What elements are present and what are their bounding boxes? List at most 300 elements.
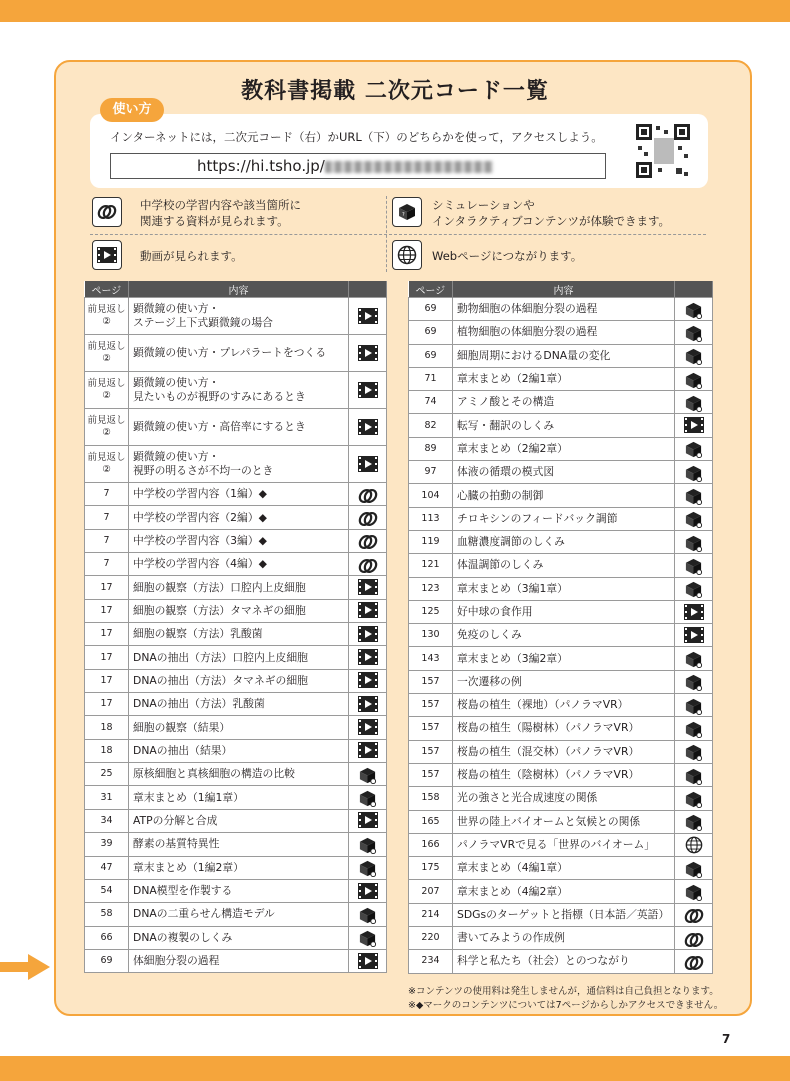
row-content: DNAの抽出（方法）口腔内上皮細胞 bbox=[129, 646, 349, 669]
row-content: 中学校の学習内容（3編）◆ bbox=[129, 529, 349, 552]
howto-text: インターネットには，二次元コード（右）かURL（下）のどちらかを使って，アクセスしよう。 bbox=[110, 130, 603, 144]
row-icon-cell[interactable] bbox=[349, 506, 387, 529]
row-icon-cell[interactable] bbox=[675, 484, 713, 507]
simulation-cube-icon bbox=[358, 929, 378, 946]
row-content: DNAの複製のしくみ bbox=[129, 926, 349, 949]
table-row[interactable] bbox=[85, 739, 387, 762]
row-content: 光の強さと光合成速度の関係 bbox=[453, 787, 675, 810]
simulation-cube-icon bbox=[684, 347, 704, 364]
table-row[interactable] bbox=[409, 694, 713, 717]
row-content: DNAの抽出（方法）乳酸菌 bbox=[129, 693, 349, 716]
row-content: 世界の陸上バイオームと気候との関係 bbox=[453, 810, 675, 833]
row-page: 7 bbox=[85, 483, 129, 506]
row-content: 細胞の観察（方法）タマネギの細胞 bbox=[129, 599, 349, 622]
row-content: 免疫のしくみ bbox=[453, 624, 675, 647]
row-content: 科学と私たち（社会）とのつながり bbox=[453, 950, 675, 973]
table-row[interactable] bbox=[409, 810, 713, 833]
row-content: SDGsのターゲットと指標（日本語／英語） bbox=[453, 903, 675, 926]
row-content: 一次遷移の例 bbox=[453, 670, 675, 693]
simulation-cube-icon bbox=[684, 720, 704, 737]
row-content: 植物細胞の体細胞分裂の過程 bbox=[453, 321, 675, 344]
table-row[interactable] bbox=[409, 600, 713, 623]
row-content: パノラマVRで見る「世界のバイオーム」 bbox=[453, 833, 675, 856]
row-content: 中学校の学習内容（4編）◆ bbox=[129, 553, 349, 576]
legend-sim-line1: シミュレーションや bbox=[432, 198, 535, 212]
row-page: 69 bbox=[409, 298, 453, 321]
simulation-cube-icon bbox=[684, 767, 704, 784]
row-content: 転写・翻訳のしくみ bbox=[453, 414, 675, 437]
row-page: 7 bbox=[85, 506, 129, 529]
header-page: ページ bbox=[85, 281, 129, 298]
row-icon-cell[interactable] bbox=[675, 694, 713, 717]
simulation-cube-icon bbox=[684, 860, 704, 877]
table-row[interactable] bbox=[409, 344, 713, 367]
row-page: 25 bbox=[85, 763, 129, 786]
row-icon-cell[interactable] bbox=[349, 879, 387, 902]
row-page: 119 bbox=[409, 530, 453, 553]
simulation-cube-icon bbox=[684, 883, 704, 900]
row-icon-cell[interactable] bbox=[349, 599, 387, 622]
video-icon bbox=[358, 719, 378, 736]
table-row[interactable] bbox=[409, 554, 713, 577]
table-row[interactable] bbox=[85, 833, 387, 856]
qr-code-icon[interactable] bbox=[636, 124, 690, 178]
row-page: 17 bbox=[85, 623, 129, 646]
row-icon-cell[interactable] bbox=[675, 857, 713, 880]
row-icon-cell[interactable] bbox=[675, 577, 713, 600]
simulation-cube-icon bbox=[358, 836, 378, 853]
row-page: 157 bbox=[409, 694, 453, 717]
row-page: 71 bbox=[409, 367, 453, 390]
row-icon-cell[interactable] bbox=[675, 437, 713, 460]
table-row[interactable] bbox=[409, 740, 713, 763]
row-page: 18 bbox=[85, 716, 129, 739]
simulation-cube-icon bbox=[358, 906, 378, 923]
row-content: 細胞の観察（方法）乳酸菌 bbox=[129, 623, 349, 646]
simulation-cube-icon bbox=[684, 487, 704, 504]
table-row[interactable] bbox=[409, 670, 713, 693]
video-icon bbox=[358, 742, 378, 759]
row-page: 104 bbox=[409, 484, 453, 507]
row-content: 体液の循環の模式図 bbox=[453, 461, 675, 484]
table-row[interactable] bbox=[85, 335, 387, 372]
row-content: DNAの二重らせん構造モデル bbox=[129, 903, 349, 926]
row-icon-cell[interactable] bbox=[675, 810, 713, 833]
row-page: 165 bbox=[409, 810, 453, 833]
row-icon-cell[interactable] bbox=[675, 507, 713, 530]
simulation-cube-icon bbox=[684, 557, 704, 574]
legend-material-line2: 関連する資料が見られます。 bbox=[140, 214, 289, 228]
row-icon-cell[interactable] bbox=[675, 367, 713, 390]
row-content: 章末まとめ（3編2章） bbox=[453, 647, 675, 670]
row-page: 158 bbox=[409, 787, 453, 810]
arrow-right-icon bbox=[0, 954, 50, 980]
table-row[interactable] bbox=[85, 693, 387, 716]
table-row[interactable] bbox=[409, 461, 713, 484]
table-row[interactable] bbox=[409, 880, 713, 903]
top-color-bar bbox=[0, 0, 790, 22]
row-icon-cell[interactable] bbox=[675, 880, 713, 903]
footnote-2: ※◆マークのコンテンツについては7ページからしかアクセスできません。 bbox=[408, 1000, 724, 1011]
video-icon bbox=[358, 812, 378, 829]
table-row[interactable] bbox=[85, 949, 387, 972]
table-row[interactable] bbox=[85, 763, 387, 786]
table-row[interactable] bbox=[409, 577, 713, 600]
row-page: 31 bbox=[85, 786, 129, 809]
row-icon-cell[interactable] bbox=[675, 670, 713, 693]
url-field[interactable] bbox=[110, 153, 606, 179]
legend-material-line1: 中学校の学習内容や該当箇所に bbox=[140, 198, 301, 212]
table-row[interactable] bbox=[85, 372, 387, 409]
video-icon bbox=[358, 649, 378, 666]
row-content: 桜島の植生（裸地）（パノラマVR） bbox=[453, 694, 675, 717]
video-icon bbox=[358, 672, 378, 689]
video-icon bbox=[358, 456, 378, 473]
header-content: 内容 bbox=[129, 281, 349, 298]
row-icon-cell[interactable] bbox=[349, 786, 387, 809]
row-page: 17 bbox=[85, 669, 129, 692]
simulation-cube-icon bbox=[358, 859, 378, 876]
row-page: 17 bbox=[85, 576, 129, 599]
simulation-cube-icon bbox=[684, 301, 704, 318]
link-icon bbox=[358, 532, 378, 549]
row-icon-cell[interactable] bbox=[349, 576, 387, 599]
row-page: 143 bbox=[409, 647, 453, 670]
video-icon bbox=[358, 626, 378, 643]
row-page: 175 bbox=[409, 857, 453, 880]
table-row[interactable] bbox=[409, 391, 713, 414]
table-row[interactable] bbox=[409, 530, 713, 553]
qr-list-table-right bbox=[408, 281, 713, 974]
row-icon-cell[interactable] bbox=[349, 809, 387, 832]
row-icon-cell[interactable] bbox=[349, 669, 387, 692]
row-page: 58 bbox=[85, 903, 129, 926]
globe-icon bbox=[684, 836, 704, 853]
bottom-color-bar bbox=[0, 1056, 790, 1081]
row-page: 82 bbox=[409, 414, 453, 437]
table-row[interactable] bbox=[409, 717, 713, 740]
table-row[interactable] bbox=[85, 623, 387, 646]
video-icon bbox=[358, 696, 378, 713]
row-page: 前見返し ② bbox=[85, 335, 129, 372]
row-content: 体細胞分裂の過程 bbox=[129, 949, 349, 972]
row-icon-cell[interactable] bbox=[675, 624, 713, 647]
row-content: 血糖濃度調節のしくみ bbox=[453, 530, 675, 553]
link-icon bbox=[684, 930, 704, 947]
table-row[interactable] bbox=[85, 298, 387, 335]
table-row[interactable] bbox=[85, 646, 387, 669]
video-icon bbox=[358, 883, 378, 900]
row-page: 125 bbox=[409, 600, 453, 623]
row-page: 207 bbox=[409, 880, 453, 903]
row-icon-cell[interactable] bbox=[349, 335, 387, 372]
legend-divider-horizontal bbox=[90, 234, 706, 235]
simulation-cube-icon bbox=[392, 197, 422, 227]
row-content: 顕微鏡の使い方・ 見たいものが視野のすみにあるとき bbox=[129, 372, 349, 409]
row-icon-cell[interactable] bbox=[675, 740, 713, 763]
row-page: 18 bbox=[85, 739, 129, 762]
row-content: 章末まとめ（3編1章） bbox=[453, 577, 675, 600]
row-page: 69 bbox=[85, 949, 129, 972]
simulation-cube-icon bbox=[358, 766, 378, 783]
link-icon bbox=[358, 509, 378, 526]
row-content: 書いてみようの作成例 bbox=[453, 927, 675, 950]
row-page: 34 bbox=[85, 809, 129, 832]
row-icon-cell[interactable] bbox=[675, 530, 713, 553]
row-icon-cell[interactable] bbox=[675, 763, 713, 786]
url-path-blurred bbox=[325, 161, 493, 173]
table-row[interactable] bbox=[409, 414, 713, 437]
video-icon bbox=[358, 419, 378, 436]
header-icon bbox=[349, 281, 387, 298]
video-icon bbox=[358, 953, 378, 970]
row-content: 体温調節のしくみ bbox=[453, 554, 675, 577]
row-content: 顕微鏡の使い方・ ステージ上下式顕微鏡の場合 bbox=[129, 298, 349, 335]
row-icon-cell[interactable] bbox=[675, 344, 713, 367]
globe-icon bbox=[392, 240, 422, 270]
row-content: 細胞周期におけるDNA量の変化 bbox=[453, 344, 675, 367]
row-icon-cell[interactable] bbox=[675, 391, 713, 414]
row-content: 顕微鏡の使い方・高倍率にするとき bbox=[129, 409, 349, 446]
row-icon-cell[interactable] bbox=[349, 833, 387, 856]
link-icon bbox=[684, 953, 704, 970]
table-row[interactable] bbox=[409, 367, 713, 390]
header-content: 内容 bbox=[453, 281, 675, 298]
row-content: 中学校の学習内容（1編）◆ bbox=[129, 483, 349, 506]
row-icon-cell[interactable] bbox=[349, 693, 387, 716]
table-row[interactable] bbox=[409, 763, 713, 786]
row-page: 89 bbox=[409, 437, 453, 460]
row-page: 220 bbox=[409, 927, 453, 950]
video-icon bbox=[358, 602, 378, 619]
table-row[interactable] bbox=[409, 787, 713, 810]
row-content: 原核細胞と真核細胞の構造の比較 bbox=[129, 763, 349, 786]
qr-list-table-left bbox=[84, 281, 387, 973]
svg-text:?: ? bbox=[402, 212, 405, 218]
link-icon bbox=[92, 197, 122, 227]
howto-label: 使い方 bbox=[100, 98, 164, 122]
row-page: 123 bbox=[409, 577, 453, 600]
row-icon-cell[interactable] bbox=[675, 414, 713, 437]
row-content: 桜島の植生（陰樹林）（パノラマVR） bbox=[453, 763, 675, 786]
row-content: 顕微鏡の使い方・プレパラートをつくる bbox=[129, 335, 349, 372]
row-page: 234 bbox=[409, 950, 453, 973]
row-content: チロキシンのフィードバック調節 bbox=[453, 507, 675, 530]
row-page: 17 bbox=[85, 693, 129, 716]
row-content: ATPの分解と合成 bbox=[129, 809, 349, 832]
table-row[interactable] bbox=[85, 786, 387, 809]
table-row[interactable] bbox=[409, 857, 713, 880]
table-row[interactable] bbox=[85, 576, 387, 599]
simulation-cube-icon bbox=[684, 790, 704, 807]
table-row[interactable] bbox=[409, 950, 713, 973]
table-row[interactable] bbox=[85, 856, 387, 879]
legend-sim-line2: インタラクティブコンテンツが体験できます。 bbox=[432, 214, 671, 228]
table-row[interactable] bbox=[85, 926, 387, 949]
table-row[interactable] bbox=[85, 553, 387, 576]
table-row[interactable] bbox=[409, 624, 713, 647]
table-row[interactable] bbox=[409, 484, 713, 507]
table-row[interactable] bbox=[85, 529, 387, 552]
table-row[interactable] bbox=[85, 716, 387, 739]
link-icon bbox=[358, 556, 378, 573]
row-page: 130 bbox=[409, 624, 453, 647]
table-row[interactable] bbox=[85, 483, 387, 506]
row-icon-cell[interactable] bbox=[349, 623, 387, 646]
row-icon-cell[interactable] bbox=[349, 949, 387, 972]
row-page: 前見返し ② bbox=[85, 446, 129, 483]
footnotes bbox=[408, 985, 723, 1013]
table-row[interactable] bbox=[85, 879, 387, 902]
video-icon bbox=[684, 604, 704, 621]
row-page: 69 bbox=[409, 344, 453, 367]
row-page: 69 bbox=[409, 321, 453, 344]
simulation-cube-icon bbox=[684, 673, 704, 690]
simulation-cube-icon bbox=[684, 440, 704, 457]
row-content: 章末まとめ（2編1章） bbox=[453, 367, 675, 390]
table-row[interactable] bbox=[409, 647, 713, 670]
row-page: 214 bbox=[409, 903, 453, 926]
row-icon-cell[interactable] bbox=[349, 483, 387, 506]
row-icon-cell[interactable] bbox=[349, 298, 387, 335]
row-content: DNA模型を作製する bbox=[129, 879, 349, 902]
row-content: 桜島の植生（混交林）（パノラマVR） bbox=[453, 740, 675, 763]
table-row[interactable] bbox=[409, 833, 713, 856]
footnote-1: ※コンテンツの使用料は発生しませんが，通信料は自己負担となります。 bbox=[408, 986, 719, 997]
row-icon-cell[interactable] bbox=[675, 298, 713, 321]
video-icon bbox=[358, 308, 378, 325]
row-page: 113 bbox=[409, 507, 453, 530]
row-page: 前見返し ② bbox=[85, 372, 129, 409]
row-icon-cell[interactable] bbox=[349, 529, 387, 552]
video-icon bbox=[684, 627, 704, 644]
row-icon-cell[interactable] bbox=[675, 903, 713, 926]
row-page: 54 bbox=[85, 879, 129, 902]
row-content: 章末まとめ（2編2章） bbox=[453, 437, 675, 460]
simulation-cube-icon bbox=[684, 371, 704, 388]
row-page: 121 bbox=[409, 554, 453, 577]
row-content: DNAの抽出（方法）タマネギの細胞 bbox=[129, 669, 349, 692]
row-content: 酵素の基質特異性 bbox=[129, 833, 349, 856]
row-icon-cell[interactable] bbox=[349, 716, 387, 739]
row-content: 章末まとめ（4編1章） bbox=[453, 857, 675, 880]
table-row[interactable] bbox=[409, 927, 713, 950]
table-row[interactable] bbox=[85, 506, 387, 529]
simulation-cube-icon bbox=[684, 743, 704, 760]
row-content: 心臓の拍動の制御 bbox=[453, 484, 675, 507]
header-icon bbox=[675, 281, 713, 298]
row-page: 166 bbox=[409, 833, 453, 856]
row-icon-cell[interactable] bbox=[675, 950, 713, 973]
simulation-cube-icon bbox=[684, 813, 704, 830]
row-page: 97 bbox=[409, 461, 453, 484]
row-icon-cell[interactable] bbox=[675, 787, 713, 810]
row-icon-cell[interactable] bbox=[349, 903, 387, 926]
simulation-cube-icon bbox=[684, 464, 704, 481]
video-icon bbox=[358, 345, 378, 362]
row-icon-cell[interactable] bbox=[349, 646, 387, 669]
simulation-cube-icon bbox=[684, 510, 704, 527]
row-page: 47 bbox=[85, 856, 129, 879]
simulation-cube-icon bbox=[684, 324, 704, 341]
table-row[interactable] bbox=[85, 669, 387, 692]
table-row[interactable] bbox=[409, 903, 713, 926]
simulation-cube-icon bbox=[358, 789, 378, 806]
row-icon-cell[interactable] bbox=[349, 409, 387, 446]
row-icon-cell[interactable] bbox=[349, 446, 387, 483]
simulation-cube-icon bbox=[684, 534, 704, 551]
row-icon-cell[interactable] bbox=[675, 554, 713, 577]
page-title: 教科書掲載 二次元コード一覧 bbox=[241, 79, 549, 104]
table-row[interactable] bbox=[409, 437, 713, 460]
video-icon bbox=[684, 417, 704, 434]
row-icon-cell[interactable] bbox=[349, 763, 387, 786]
row-icon-cell[interactable] bbox=[349, 856, 387, 879]
legend-video: 動画が見られます。 bbox=[140, 249, 243, 263]
row-icon-cell[interactable] bbox=[349, 553, 387, 576]
row-page: 74 bbox=[409, 391, 453, 414]
row-icon-cell[interactable] bbox=[675, 600, 713, 623]
page-number: 7 bbox=[722, 1032, 731, 1046]
row-icon-cell[interactable] bbox=[675, 321, 713, 344]
row-page: 17 bbox=[85, 599, 129, 622]
row-icon-cell[interactable] bbox=[675, 833, 713, 856]
simulation-cube-icon bbox=[684, 580, 704, 597]
row-page: 157 bbox=[409, 717, 453, 740]
row-content: 好中球の食作用 bbox=[453, 600, 675, 623]
link-icon bbox=[358, 486, 378, 503]
row-icon-cell[interactable] bbox=[675, 461, 713, 484]
simulation-cube-icon bbox=[684, 394, 704, 411]
table-row[interactable] bbox=[85, 446, 387, 483]
table-row[interactable] bbox=[85, 809, 387, 832]
row-content: 顕微鏡の使い方・ 視野の明るさが不均一のとき bbox=[129, 446, 349, 483]
table-row[interactable] bbox=[409, 321, 713, 344]
row-icon-cell[interactable] bbox=[349, 372, 387, 409]
row-page: 前見返し ② bbox=[85, 409, 129, 446]
link-icon bbox=[684, 906, 704, 923]
legend-simulation bbox=[432, 197, 670, 229]
row-page: 157 bbox=[409, 670, 453, 693]
table-row[interactable] bbox=[85, 599, 387, 622]
header-page: ページ bbox=[409, 281, 453, 298]
table-row[interactable] bbox=[409, 298, 713, 321]
table-row[interactable] bbox=[85, 409, 387, 446]
video-icon bbox=[92, 240, 122, 270]
row-icon-cell[interactable] bbox=[675, 927, 713, 950]
row-content: 章末まとめ（1編1章） bbox=[129, 786, 349, 809]
row-page: 前見返し ② bbox=[85, 298, 129, 335]
row-icon-cell[interactable] bbox=[675, 647, 713, 670]
row-page: 7 bbox=[85, 553, 129, 576]
row-content: 章末まとめ（4編2章） bbox=[453, 880, 675, 903]
row-icon-cell[interactable] bbox=[349, 926, 387, 949]
row-content: 細胞の観察（方法）口腔内上皮細胞 bbox=[129, 576, 349, 599]
row-content: アミノ酸とその構造 bbox=[453, 391, 675, 414]
row-content: 桜島の植生（陽樹林）（パノラマVR） bbox=[453, 717, 675, 740]
table-row[interactable] bbox=[409, 507, 713, 530]
row-icon-cell[interactable] bbox=[675, 717, 713, 740]
video-icon bbox=[358, 382, 378, 399]
row-page: 7 bbox=[85, 529, 129, 552]
legend-web: Webページにつながります。 bbox=[432, 249, 583, 263]
table-row[interactable] bbox=[85, 903, 387, 926]
row-page: 157 bbox=[409, 763, 453, 786]
simulation-cube-icon bbox=[684, 697, 704, 714]
row-page: 17 bbox=[85, 646, 129, 669]
simulation-cube-icon bbox=[684, 650, 704, 667]
row-icon-cell[interactable] bbox=[349, 739, 387, 762]
